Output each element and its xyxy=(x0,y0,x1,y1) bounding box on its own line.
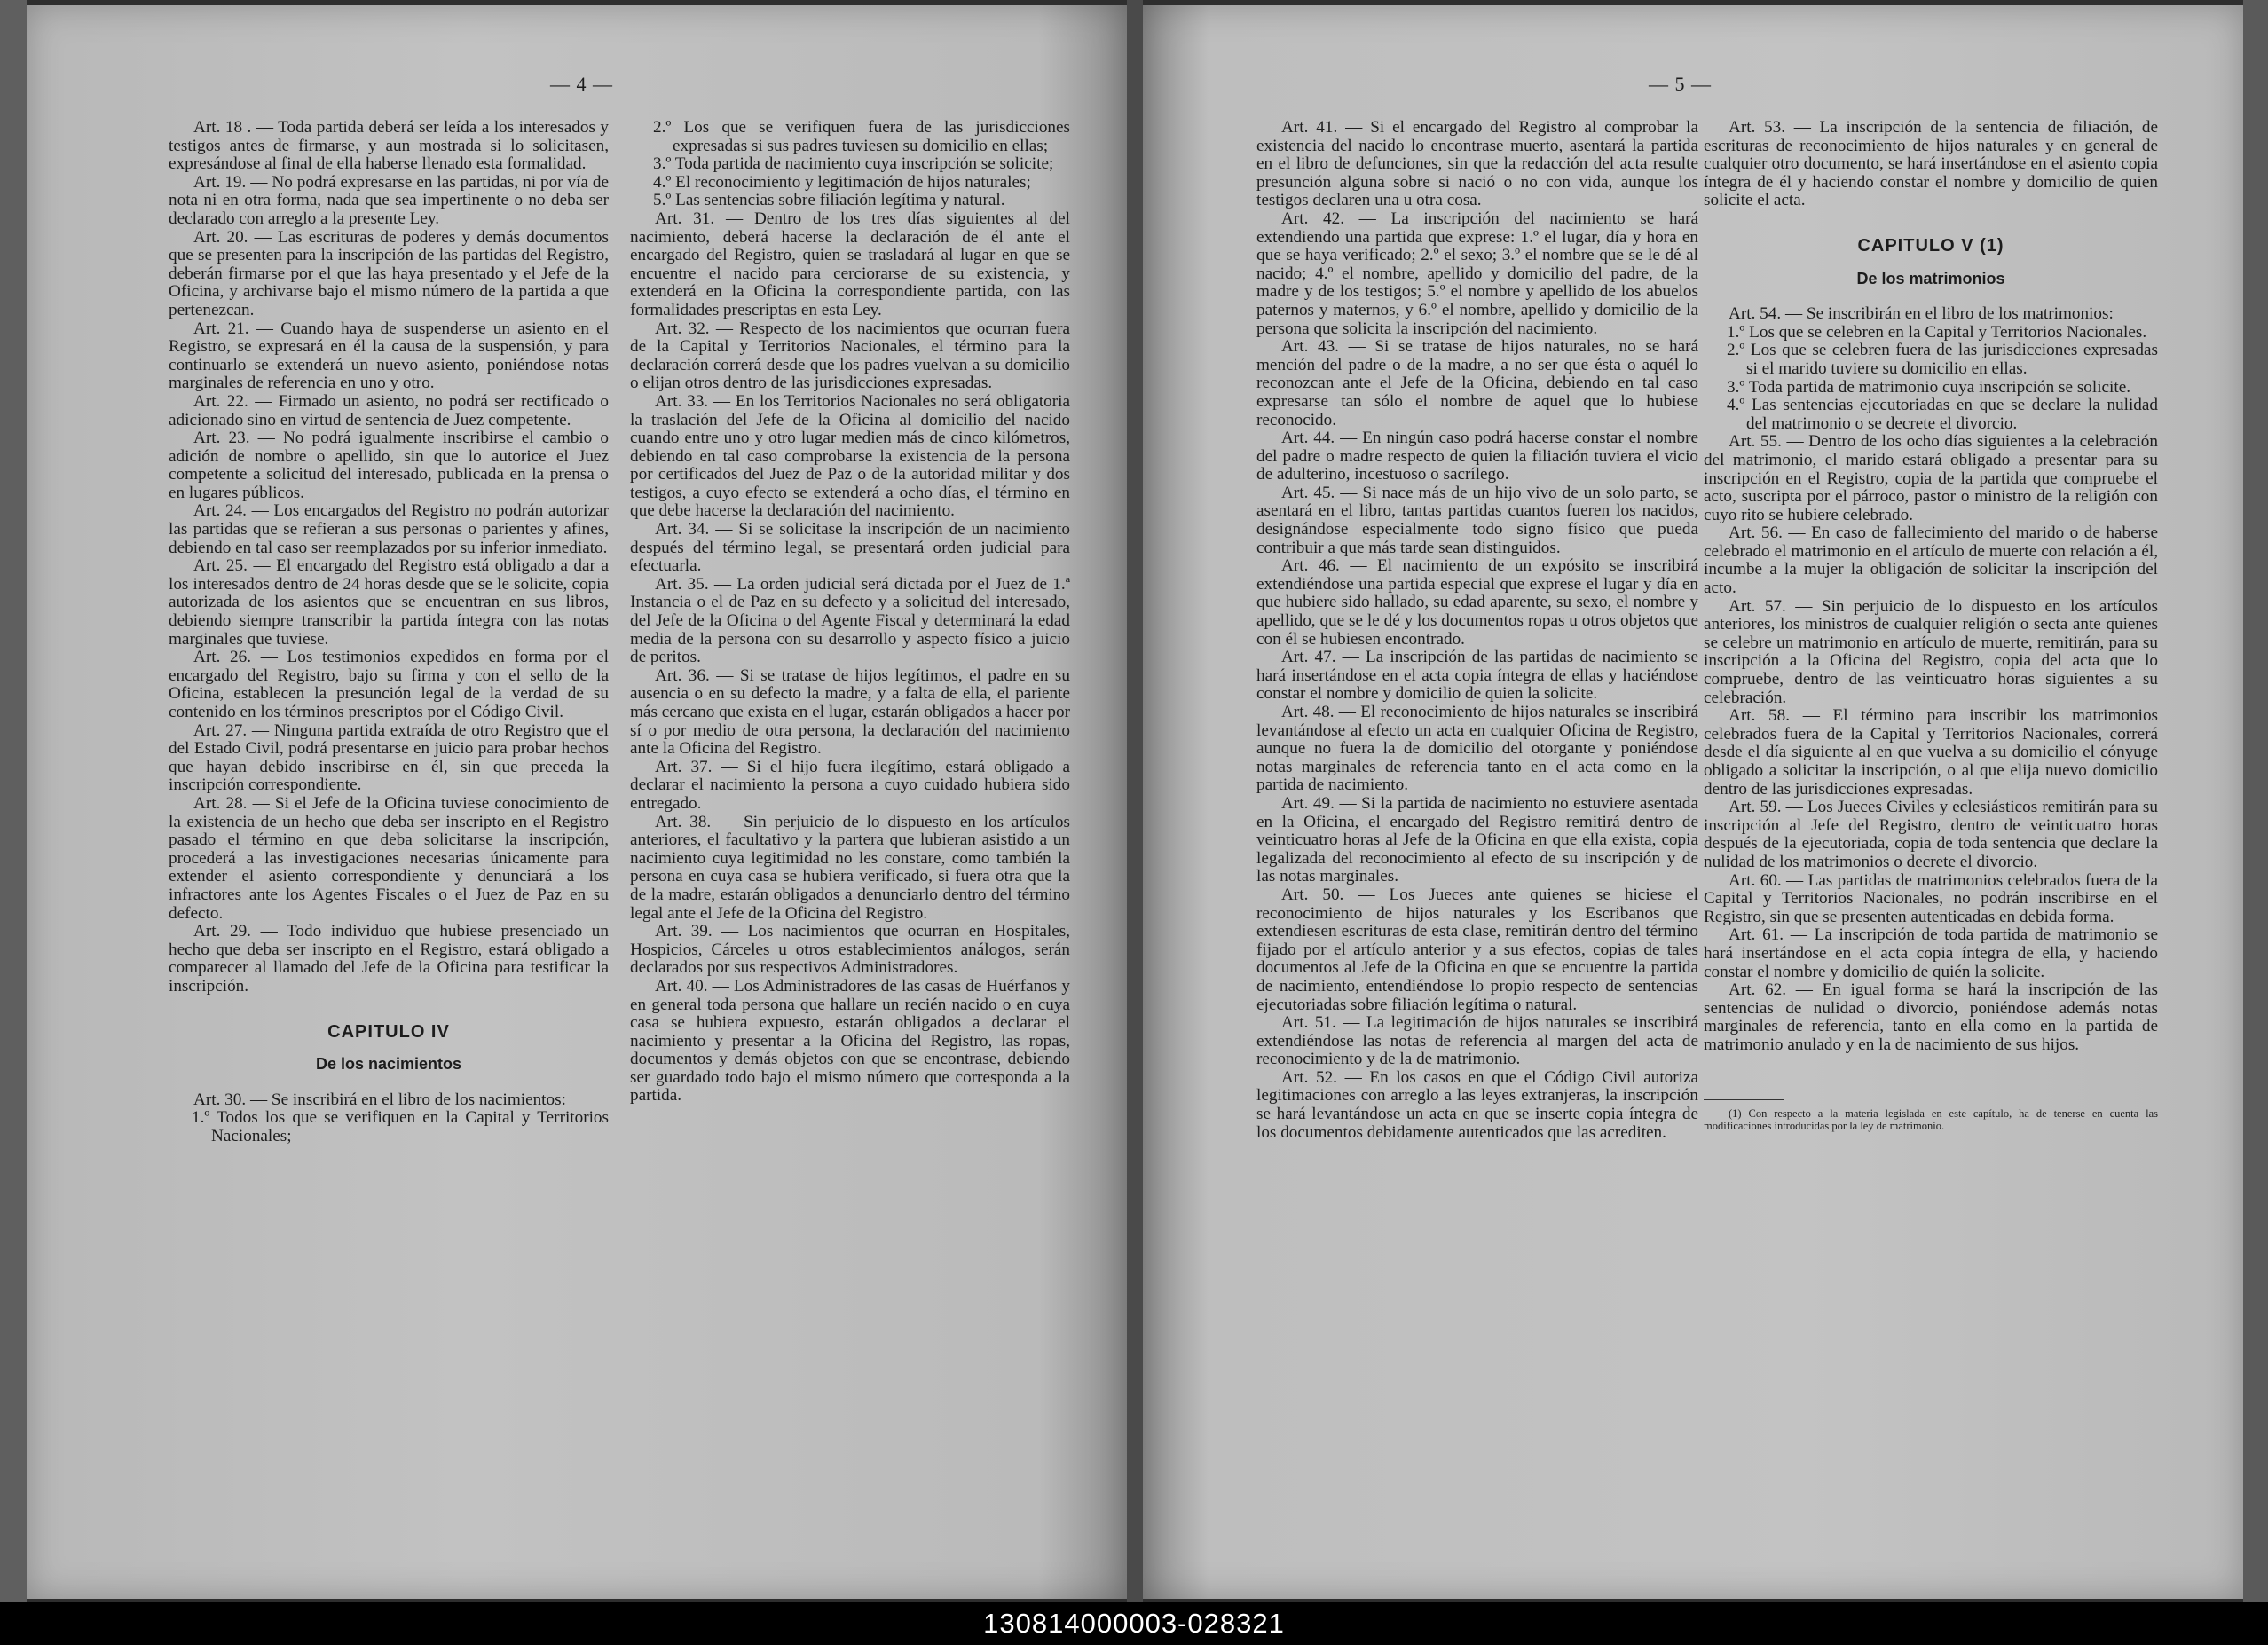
article-54: Art. 54. — Se inscribirán en el libro de los matrimonios: xyxy=(1729,304,2114,324)
list-item: 3.º Toda partida de matrimonio cuya inscripción se solicite. xyxy=(1727,377,2131,397)
footnote: (1) Con respecto a la materia legislada en este capítulo, ha de tenerse en cuenta las modificaciones introducidas por la ley de matrimonio. xyxy=(1704,1106,2158,1132)
article-25: Art. 25. — El encargado del Registro está obligado a dar a los interesados dentro de 24 horas desde que se le solicite, copia autorizada de los asientos que se encuentran en sus libros, debiendo siempre transcribir la partida íntegra con las notas marginales que tuviese. xyxy=(169,556,609,649)
chapter-heading: CAPITULO IV xyxy=(327,1021,450,1042)
article-27: Art. 27. — Ninguna partida extraída de otro Registro que el del Estado Civil, podrá presentarse en juicio para probar hechos que hayan debido inscribirse en él, sin que preceda la inscripción correspondiente. xyxy=(169,720,609,795)
book-gutter xyxy=(1127,0,1143,1602)
list-item: 2.º Los que se verifiquen fuera de las jurisdicciones expresadas si sus padres tuviesen su domicilio en ellas; xyxy=(653,118,1070,155)
list-item: 3.º Toda partida de nacimiento cuya inscripción se solicite; xyxy=(653,154,1054,174)
article-36: Art. 36. — Si se tratase de hijos legítimos, el padre en su ausencia o en su defecto la madre, y a falta de ella, el pariente más cercano que exista en el lugar, estarán obligados a hacer por sí o por medio de otra persona, la declaración del nacimiento ante la Oficina del Registro. xyxy=(630,665,1070,759)
article-30: Art. 30. — Se inscribirá en el libro de los nacimientos: xyxy=(193,1090,566,1109)
article-21: Art. 21. — Cuando haya de suspenderse un asiento en el Registro, se expresará en él la causa de la suspensión, y para continuarlo se extenderá un nuevo asiento, poniéndose notas marginales de referencia en uno y otro. xyxy=(169,319,609,393)
article-41: Art. 41. — Si el encargado del Registro al comprobar la existencia del nacido lo encontrase muerto, asentará la partida en el libro de defunciones, sin que la redacción del acta resulte presunción alguna sobre si nació o no con vida, aunque los testigos declaren una u otra cosa. xyxy=(1256,118,1698,210)
article-33: Art. 33. — En los Territorios Nacionales no será obligatoria la traslación del Jefe de la Oficina al domicilio del nacido cuando entre uno y otro lugar medien más de cinco kilómetros, debiendo en tal caso comprobarse la existencia de la persona por certificados del Juez de Paz o de la autoridad militar y dos testigos, a cuyo efecto se extenderá a ocho días, el término en que debe hacerse la declaración del nacimiento. xyxy=(630,391,1070,521)
list-item: 4.º Las sentencias ejecutoriadas en que se declare la nulidad del matrimonio o se decrete el divorcio. xyxy=(1727,396,2158,433)
article-18: Art. 18 . — Toda partida deberá ser leída a los interesados y testigos antes de firmarse, y aun mostrada si lo solicitasen, expresándose al final de ella haberse llenado esta formalidad. xyxy=(169,118,609,174)
article-40: Art. 40. — Los Administradores de las casas de Huérfanos y en general toda persona que hallare un recién nacido o en cuya casa se hubiera expuesto, estarán obligados a declarar el nacimiento y presentar a la Oficina del Registro, las ropas, documentos y demás objetos con que se encontrase, debiendo ser guardado todo bajo el mismo número que corresponda a la partida. xyxy=(630,976,1070,1106)
article-23: Art. 23. — No podrá igualmente inscribirse el cambio o adición de nombre o apellido, sin que lo autorice el Juez competente a solicitud del interesado, publicada en la prensa o en lugares públicos. xyxy=(169,429,609,502)
article-52: Art. 52. — En los casos en que el Código Civil autoriza legitimaciones con arreglo a las leyes extranjeras, la inscripción se hará levantándose un acta en que se inserte copia íntegra de los documentos debidamente autenticados que las acrediten. xyxy=(1256,1067,1698,1142)
article-60: Art. 60. — Las partidas de matrimonios celebrados fuera de la Capital y Territorios Nacionales, no podrán inscribirse en el Registro, sin que se presenten autenticadas en debida forma. xyxy=(1704,870,2158,926)
article-48: Art. 48. — El reconocimiento de hijos naturales se inscribirá levantándose al efecto un acta en cualquier Oficina de Registro, aunque no fuera la de domicilio del otorgante y poniéndose notas marginales de referencia tanto en el acta como en la partida de nacimiento. xyxy=(1256,703,1698,795)
article-55: Art. 55. — Dentro de los ocho días siguientes a la celebración del matrimonio, el marido estará obligado a presentar para su inscripción en el Registro, copia de la partida que compruebe el acto, suscripta por el párroco, pastor o ministro de la religión con cuyo rito se hubiere celebrado. xyxy=(1704,432,2158,524)
list-item: 1.º Los que se celebren en la Capital y Territorios Nacionales. xyxy=(1727,322,2147,342)
list-item: 4.º El reconocimiento y legitimación de hijos naturales; xyxy=(653,172,1031,192)
right-column-a xyxy=(1256,119,1698,1142)
article-20: Art. 20. — Las escrituras de poderes y demás documentos que se presenten para la inscripción de las partidas del Registro, deberán firmarse por el que las haya presentado y el Jefe de la Oficina, y archivarse bajo el mismo número de la partida a que pertenezcan. xyxy=(169,227,609,319)
article-28: Art. 28. — Si el Jefe de la Oficina tuviese conocimiento de la existencia de un hecho que deba ser inscripto en el Registro pasado el término en que deba solicitarse la inscripción, procederá a las investigaciones necesarias únicamente para extender el asiento correspondiente y denunciará a los infractores ante los Agentes Fiscales o el Juez de Paz en su defecto. xyxy=(169,793,609,923)
article-49: Art. 49. — Si la partida de nacimiento no estuviere asentada en la Oficina, el encargado del Registro remitirá dentro de veinticuatro horas al Jefe de la Oficina en que ella exista, copia legalizada del reconocimiento al efecto de su inscripción y de las notas marginales. xyxy=(1256,793,1698,886)
article-62: Art. 62. — En igual forma se hará la inscripción de las sentencias de nulidad o divorcio, poniéndose además notas marginales de referencia, tanto en ella como en la partida de matrimonio anulado y en la de nacimiento de sus hijos. xyxy=(1704,980,2158,1054)
article-29: Art. 29. — Todo individuo que hubiese presenciado un hecho que deba ser inscripto en el Registro, estará obligado a comparecer al llamado del Jefe de la Oficina para testificar la inscripción. xyxy=(169,922,609,996)
article-24: Art. 24. — Los encargados del Registro no podrán autorizar las partidas que se refieran a sus personas o parientes y afines, debiendo en tal caso ser reemplazados por su inferior inmediato. xyxy=(169,501,609,557)
article-19: Art. 19. — No podrá expresarse en las partidas, ni por vía de nota ni en otra forma, nada que sea impertinente o no deba ser declarado con arreglo a la presente Ley. xyxy=(169,172,609,228)
list-item: 5.º Las sentencias sobre filiación legítima y natural. xyxy=(653,191,1005,210)
article-61: Art. 61. — La inscripción de toda partida de matrimonio se hará insertándose en el acta copia íntegra de ella, y haciendo constar el nombre y domicilio de quién la solicite. xyxy=(1704,925,2158,981)
article-43: Art. 43. — Si se tratase de hijos naturales, no se hará mención del padre o de la madre, a no ser que ésta o aquél lo reconozcan ante el Jefe de la Oficina, debiendo en tal caso expresarse tan sólo el nombre de aquel que lo hubiese reconocido. xyxy=(1256,337,1698,429)
left-page xyxy=(27,5,1127,1599)
article-38: Art. 38. — Sin perjuicio de lo dispuesto en los artículos anteriores, el facultativo y la partera que lubieran asistido a un nacimiento cuya legitimidad no les constare, como también la persona en cuya casa se hubiera verificado, si fuera otra que la de la madre, estarán obligados a denunciarlo dentro del término legal ante el Jefe de la Oficina del Registro. xyxy=(630,812,1070,923)
list-item: 2.º Los que se celebren fuera de las jurisdicciones expresadas si el marido tuviere su domicilio en ellas. xyxy=(1727,341,2158,378)
article-59: Art. 59. — Los Jueces Civiles y eclesiásticos remitirán para su inscripción al Jefe del Registro, dentro de veinticuatro horas después de la ejecutoriada, copia de toda sentencia que declare la nulidad de los matrimonios o decrete el divorcio. xyxy=(1704,798,2158,871)
scan-id-label: 130814000003-028321 xyxy=(983,1608,1285,1639)
article-58: Art. 58. — El término para inscribir los matrimonios celebrados fuera de la Capital y Territorios Nacionales, correrá desde el día siguiente al en que vuelva a su domicilio el cónyuge obligado a solicitar la inscripción, o al que elija nuevo domicilio dentro de las jurisdicciones expresadas. xyxy=(1704,706,2158,799)
article-35: Art. 35. — La orden judicial será dictada por el Juez de 1.ª Instancia o el de Paz en su defecto y a solicitud del interesado, del Jefe de la Oficina o del Agente Fiscal y determinará la edad media de la persona con su desarrollo y aspecto físico a juicio de peritos. xyxy=(630,574,1070,667)
article-53: Art. 53. — La inscripción de la sentencia de filiación, de escrituras de reconocimiento de hijos naturales y en general de cualquier otro documento, se hará insertándose en el asiento copia íntegra de él y haciendo constar el nombre y domicilio de quien solicite el acta. xyxy=(1704,118,2158,210)
scan-border-left xyxy=(0,0,27,1645)
article-46: Art. 46. — El nacimiento de un expósito se inscribirá extendiéndose una partida especial que exprese el lugar y día en que hubiere sido hallado, su edad aparente, su sexo, el nombre y apellido, que se le dé y los documentos ropas u otros objetos que con él se hubiesen encontrado. xyxy=(1256,556,1698,649)
article-32: Art. 32. — Respecto de los nacimientos que ocurran fuera de la Capital y Territorios Nacionales, el término para la declaración correrá desde que los padres vuelvan a su domicilio o elijan otros dentro de las jurisdicciones expresadas. xyxy=(630,319,1070,393)
article-56: Art. 56. — En caso de fallecimiento del marido o de haberse celebrado el matrimonio en el artículo de muerte con relación a él, incumbe a la mujer la obligación de solicitar la inscripción del acto. xyxy=(1704,523,2158,598)
chapter-heading: CAPITULO V (1) xyxy=(1857,235,2004,256)
article-34: Art. 34. — Si se solicitase la inscripción de un nacimiento después del término legal, se presentará orden judicial para efectuarla. xyxy=(630,520,1070,576)
article-50: Art. 50. — Los Jueces ante quienes se hiciese el reconocimiento de hijos naturales y los Escribanos que extendiesen escrituras de esta clase, remitirán dentro del término fijado por el artículo anterior y a sus efectos, copias de tales documentos al Jefe de la Oficina en que se encuentre la partida de nacimiento, entendiéndose lo propio respecto de sentencias ejecutoriadas sobre filiación legítima o natural. xyxy=(1256,885,1698,1014)
left-column-b xyxy=(630,119,1070,1106)
article-42: Art. 42. — La inscripción del nacimiento se hará extendiendo una partida que exprese: 1.º el lugar, día y hora en que se haya verificado; 2.º el sexo; 3.º el nombre que se le dé al nacido; 4.º el nombre, apellido y domicilio del padre, de la madre y de los testigos; 5.º el nombre y apellido de los abuelos paternos y maternos, y 6.º el nombre, apellido y domicilio de la persona que solicita la inscripción del nacimiento. xyxy=(1256,209,1698,338)
chapter-title: De los matrimonios xyxy=(1856,269,2005,287)
page-number: — 5 — xyxy=(1649,73,1712,95)
right-page xyxy=(1143,5,2243,1599)
article-39: Art. 39. — Los nacimientos que ocurran en Hospitales, Hospicios, Cárceles u otros establecimientos análogos, serán declarados por sus respectivos Administradores. xyxy=(630,922,1070,978)
list-item: 1.º Todos los que se verifiquen en la Capital y Territorios Nacionales; xyxy=(192,1108,609,1145)
article-31: Art. 31. — Dentro de los tres días siguientes al del nacimiento, deberá hacerse la declaración de él ante el encargado del Registro, quien se trasladará al lugar en que se encuentre el nacido para cerciorarse de su existencia, y extenderá en la Oficina la correspondiente partida, con las formalidades prescriptas en esta Ley. xyxy=(630,209,1070,319)
article-47: Art. 47. — La inscripción de las partidas de nacimiento se hará insertándose en el acta copia íntegra de ellas y haciéndose constar el nombre y domicilio de quien la solicite. xyxy=(1256,648,1698,704)
right-column-b xyxy=(1704,119,2158,1132)
scan-border-right xyxy=(2243,0,2268,1602)
article-44: Art. 44. — En ningún caso podrá hacerse constar el nombre del padre o madre respecto de quien la filiación tuviera el vicio de adulterino, incestuoso o sacrílego. xyxy=(1256,429,1698,484)
article-37: Art. 37. — Si el hijo fuera ilegítimo, estará obligado a declarar el nacimiento la persona a cuyo cuidado hubiera sido entregado. xyxy=(630,757,1070,813)
page-number: — 4 — xyxy=(550,73,613,95)
left-column-a xyxy=(169,119,609,1145)
article-26: Art. 26. — Los testimonios expedidos en forma por el encargado del Registro, bajo su firma y con el sello de la Oficina, establecen la presunción legal de la verdad de su contenido en los términos prescriptos por el Código Civil. xyxy=(169,648,609,721)
article-45: Art. 45. — Si nace más de un hijo vivo de un solo parto, se asentará en el libro, tantas partidas cuantos fueren los nacidos, designándose especialmente todo signo físico que pueda contribuir a que más tarde sean distinguidos. xyxy=(1256,483,1698,557)
footnote-divider xyxy=(1704,1099,1784,1100)
article-51: Art. 51. — La legitimación de hijos naturales se inscribirá extendiéndose las notas de referencia al margen del acta de reconocimiento y de la de matrimonio. xyxy=(1256,1013,1698,1069)
article-22: Art. 22. — Firmado un asiento, no podrá ser rectificado o adicionado sino en virtud de sentencia de Juez competente. xyxy=(169,391,609,429)
chapter-title: De los nacimientos xyxy=(315,1055,462,1074)
article-57: Art. 57. — Sin perjuicio de lo dispuesto en los artículos anteriores, los ministros de cualquier religión o secta ante quienes se celebre un matrimonio en artículo de muerte, remitirán, para su inscripción a la Oficina del Registro, copia del acta que lo compruebe, dentro de las veinticuatro horas siguientes a su celebración. xyxy=(1704,596,2158,707)
